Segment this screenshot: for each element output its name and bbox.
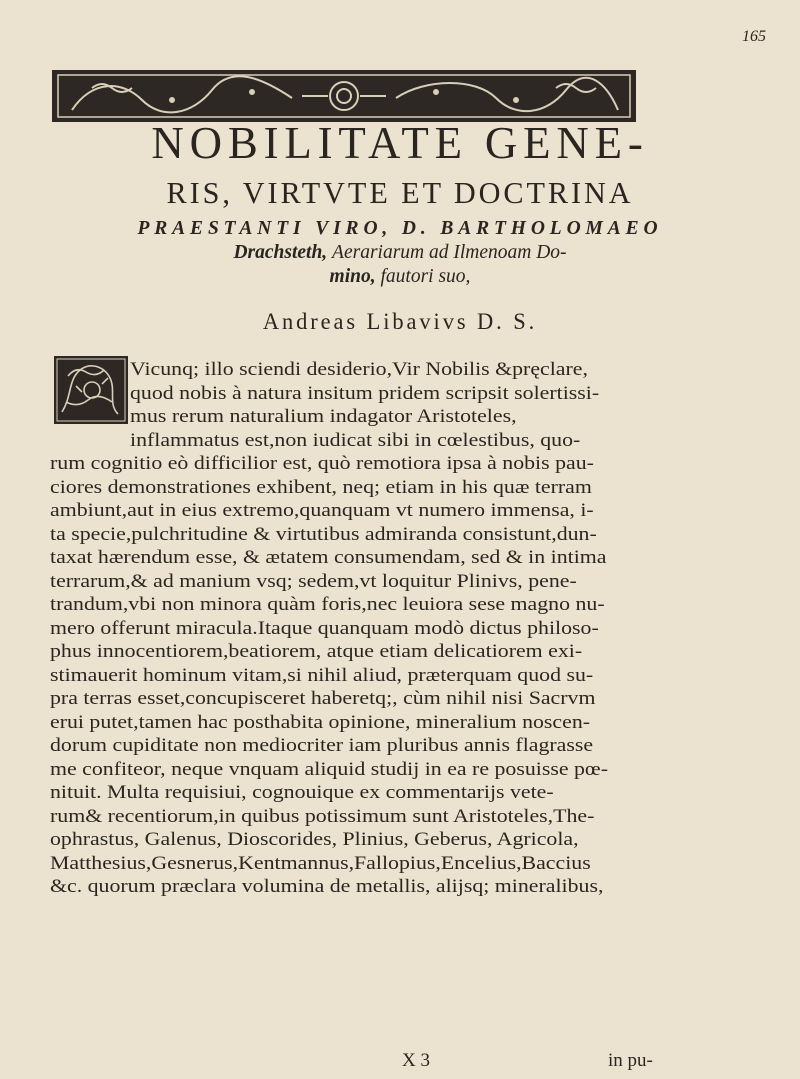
body-line-text: me confiteor, neque vnquam aliquid studij in ea re posuisse pœ- [50,758,609,780]
title-line-2: RIS, VIRTVTE ET DOCTRINA [166,175,634,210]
body-line-text: ciores demonstrationes exhibent, neq; etiam in his quæ terram [50,476,592,498]
body-line [50,358,670,382]
body-line [50,758,670,782]
body-line [50,828,670,852]
body-line [50,805,670,829]
dedication-line-3 [10,264,790,288]
body-line-text: terrarum,& ad manium vsq; sedem,vt loquitur Plinivs, pene- [50,570,577,592]
body-line [50,523,670,547]
sender-line: Andreas Libavivs D. S. [262,309,538,334]
body-line [50,476,670,500]
ornamental-headpiece [52,70,636,122]
body-line-text: ta specie,pulchritudine & virtutibus admiranda consistunt,dun- [50,523,597,545]
signature-mark: X 3 [402,1050,430,1071]
body-line-text: quod nobis à natura insitum pridem scripsit solertissi- [130,382,600,404]
body-line-text: ambiunt,aut in eius extremo,quanquam vt numero immensa, i- [50,500,594,521]
body-line-text: mero offerunt miracula.Itaque quanquam modò dictus philoso- [50,617,599,639]
body-line [50,687,670,711]
title-line-1: NOBILITATE GENE- [151,117,649,168]
dedication-office: Aerariarum ad Ilmenoam Do- [332,241,567,263]
body-line-text: erui putet,tamen hac posthabita opinione, mineralium noscen- [50,711,591,733]
body-line-text: &c. quorum præclara volumina de metallis, alijsq; mineralibus, [50,876,604,897]
body-line-text: dorum cupiditate non mediocriter iam pluribus annis flagrasse [50,735,594,756]
dedication-fautori: fautori suo, [380,265,471,287]
body-line [50,593,670,617]
body-line-text: rum cognitio eò difficilior est, quò remotiora ipsa à nobis pau- [50,453,594,474]
body-line [50,570,670,594]
body-line-text: trandum,vbi non minora quàm foris,nec leuiora sese magno nu- [50,594,605,615]
body-line-text: mus rerum naturalium indagator Aristoteles, [130,406,517,427]
body-line-text: taxat hærendum esse, & ætatem consumendam, sed & in intima [50,547,607,568]
body-line-text: pra terras esset,concupisceret haberetq;, cùm nihil nisi Sacrvm [50,688,596,709]
dedication-name: Drachsteth, [233,241,333,263]
body-line [50,781,670,805]
body-line [50,452,670,476]
page-number: 165 [742,28,766,45]
body-line [50,852,670,876]
body-line [50,875,670,899]
body-line [50,429,670,453]
body-line [50,734,670,758]
body-line-text: phus innocentiorem,beatiorem, atque etiam delicatiorem exi- [50,641,583,662]
body-line-text: inflammatus est,non iudicat sibi in cœlestibus, quo- [130,429,581,451]
body-line [50,640,670,664]
body-line [50,711,670,735]
body-line-text: Matthesius,Gesnerus,Kentmannus,Fallopius,Encelius,Baccius [50,852,591,874]
catchword: in pu- [608,1050,653,1071]
body-line [50,382,670,406]
body-line [50,664,670,688]
body-line [50,617,670,641]
body-line [50,499,670,523]
body-line-text: Vicunq; illo sciendi desiderio,Vir Nobilis &pręclare, [130,359,588,380]
dedication-mino: mino, [329,265,381,287]
body-line-text: rum& recentiorum,in quibus potissimum sunt Aristoteles,The- [50,805,595,827]
dedication-line-1: PRAESTANTI VIRO, D. BARTHOLOMAEO [137,217,663,239]
body-line-text: nituit. Multa requisiui, cognouique ex commentarijs vete- [50,782,554,803]
body-line [50,405,670,429]
dedication-line-2 [10,240,790,264]
body-text [50,358,670,899]
body-line-text: stimauerit hominum vitam,si nihil aliud, prӕterquam quod su- [50,664,594,686]
body-line [50,546,670,570]
body-line-text: ophrastus, Galenus, Dioscorides, Plinius, Geberus, Agricola, [50,829,579,850]
